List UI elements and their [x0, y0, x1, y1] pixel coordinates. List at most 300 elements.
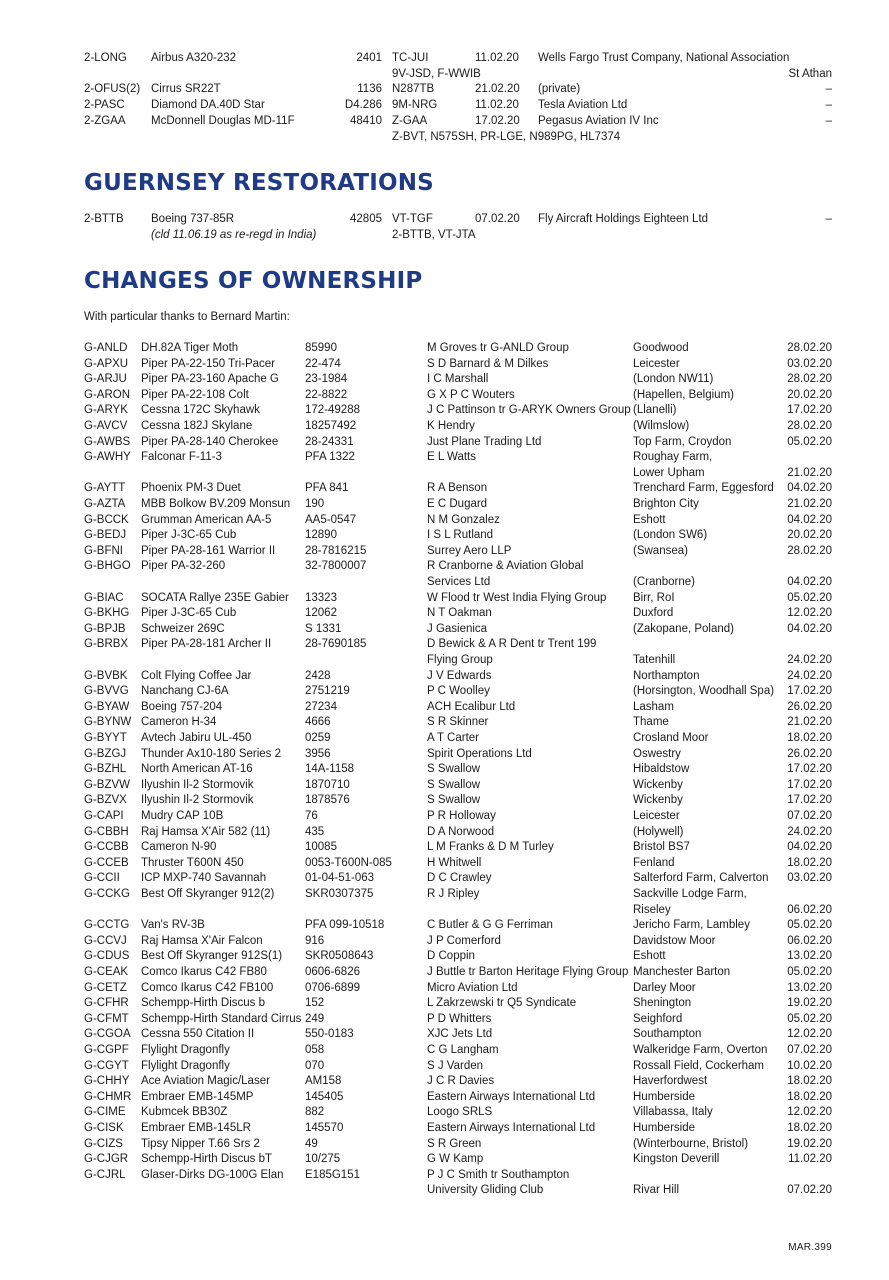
aircraft-type: Kubmcek BB30Z: [141, 1106, 228, 1119]
aircraft-type: Piper PA-23-160 Apache G: [141, 373, 279, 386]
reg-mark: G-BYAW: [84, 700, 130, 713]
owner-name: C Butler & G G Ferriman: [427, 919, 553, 932]
aircraft-type: Piper PA-22-150 Tri-Pacer: [141, 357, 276, 370]
change-date: 07.02.20: [787, 1184, 832, 1197]
owner-name: (private): [538, 83, 581, 95]
owner-name: J Gasienica: [427, 622, 488, 635]
reg-mark: G-ARON: [84, 388, 130, 401]
aircraft-type: Best Off Skyranger 912(2): [141, 888, 275, 900]
aircraft-type: Piper PA-22-108 Colt: [141, 388, 249, 401]
owner-name: E C Dugard: [427, 498, 488, 510]
owner-location-cont: Lower Upham: [633, 466, 705, 479]
owner-location: Salterford Farm, Calverton: [633, 872, 769, 885]
constructor-number: D4.286: [344, 99, 382, 111]
aircraft-type: Nanchang CJ-6A: [141, 685, 229, 698]
reg-mark: G-BVVG: [84, 685, 129, 698]
owner-location: Davidstow Moor: [633, 934, 716, 947]
owner-name: ACH Ecalibur Ltd: [427, 700, 516, 713]
reg-mark: G-CCEB: [84, 856, 129, 869]
aircraft-type: Schempp-Hirth Discus bT: [141, 1153, 273, 1166]
owner-name: Just Plane Trading Ltd: [427, 435, 542, 448]
change-date: 19.02.20: [787, 997, 832, 1010]
reg-mark: 2-LONG: [84, 52, 127, 64]
aircraft-type: Avtech Jabiru UL-450: [141, 732, 252, 744]
owner-location: Bristol BS7: [633, 841, 690, 854]
owner-name: J P Comerford: [427, 934, 501, 947]
constructor-number: 145405: [305, 1090, 344, 1103]
section-heading-changes: CHANGES OF OWNERSHIP: [84, 268, 423, 294]
owner-name: R J Ripley: [427, 888, 480, 900]
owner-location: Seighford: [633, 1012, 683, 1025]
reg-mark: G-CCII: [84, 872, 120, 885]
change-date: 19.02.20: [787, 1137, 832, 1150]
owner-name: L Zakrzewski tr Q5 Syndicate: [427, 997, 577, 1010]
reg-mark: G-CETZ: [84, 981, 127, 994]
constructor-number: SKR0508643: [305, 950, 374, 963]
owner-name: S R Green: [427, 1137, 482, 1150]
reg-mark: G-BIAC: [84, 591, 124, 604]
aircraft-type: Boeing 737-85R: [151, 213, 235, 225]
owner-location: Leicester: [633, 810, 680, 822]
owner-name: A T Carter: [427, 732, 479, 744]
aircraft-type: Ace Aviation Magic/Laser: [141, 1075, 270, 1088]
owner-location: (Holywell): [633, 825, 684, 838]
aircraft-type: Cameron N-90: [141, 841, 217, 854]
aircraft-type: Cameron H-34: [141, 716, 217, 729]
change-date: 20.02.20: [787, 388, 832, 401]
reg-mark: G-BPJB: [84, 622, 126, 635]
constructor-number: 12062: [305, 607, 337, 620]
change-date: 04.02.20: [787, 575, 832, 588]
constructor-number: 2751219: [305, 685, 350, 698]
reg-mark: G-CDUS: [84, 950, 130, 963]
aircraft-type: Mudry CAP 10B: [141, 810, 224, 822]
change-date: 04.02.20: [787, 513, 832, 526]
change-date: 12.02.20: [787, 1028, 832, 1041]
aircraft-type: Piper J-3C-65 Cub: [141, 529, 237, 542]
change-date: 18.02.20: [787, 1090, 832, 1103]
aircraft-type: Tipsy Nipper T.66 Srs 2: [141, 1137, 260, 1150]
change-date: 11.02.20: [788, 1153, 832, 1166]
reg-mark: G-BZHL: [84, 763, 127, 776]
constructor-number: 18257492: [305, 420, 357, 432]
owner-location: (London NW11): [633, 373, 714, 386]
constructor-number: 23-1984: [305, 373, 348, 386]
reg-mark: G-BVBK: [84, 669, 128, 682]
reg-mark: G-BEDJ: [84, 529, 127, 542]
change-date: 04.02.20: [787, 482, 832, 495]
owner-location: Haverfordwest: [633, 1075, 708, 1088]
aircraft-type: Cessna 550 Citation II: [141, 1028, 255, 1041]
change-date: 28.02.20: [787, 420, 832, 432]
reg-mark: G-CCVJ: [84, 934, 127, 947]
owner-location: Lasham: [633, 700, 674, 713]
change-date: 20.02.20: [787, 529, 832, 542]
constructor-number: 2401: [356, 52, 382, 64]
change-date: 06.02.20: [787, 903, 832, 916]
registration-date: 11.02.20: [475, 52, 519, 64]
change-date: 12.02.20: [787, 607, 832, 620]
owner-location: (London SW6): [633, 529, 708, 542]
owner-location: Goodwood: [633, 342, 689, 354]
change-date: 26.02.20: [787, 700, 832, 713]
constructor-number: 1870710: [305, 778, 350, 791]
base-location: –: [825, 213, 832, 225]
owner-name: M Groves tr G-ANLD Group: [427, 342, 569, 354]
owner-location-cont: Riseley: [633, 903, 671, 916]
change-date: 05.02.20: [787, 591, 832, 604]
previous-identities: Z-BVT, N575SH, PR-LGE, N989PG, HL7374: [392, 131, 621, 143]
change-date: 28.02.20: [787, 342, 832, 354]
aircraft-type: McDonnell Douglas MD-11F: [151, 115, 295, 127]
reg-mark: G-CFMT: [84, 1012, 129, 1025]
reg-mark: G-BHGO: [84, 560, 131, 573]
owner-name: J C Pattinson tr G-ARYK Owners Group: [427, 404, 631, 417]
reg-mark: G-CGOA: [84, 1028, 131, 1041]
owner-location: Roughay Farm,: [633, 451, 713, 464]
registration-date: 21.02.20: [475, 83, 520, 95]
owner-location: Leicester: [633, 357, 680, 370]
owner-name: Eastern Airways International Ltd: [427, 1090, 596, 1103]
owner-name-cont: Services Ltd: [427, 575, 491, 588]
reg-mark: G-CJGR: [84, 1153, 129, 1166]
change-date: 10.02.20: [787, 1059, 832, 1072]
owner-name: N T Oakman: [427, 607, 492, 620]
owner-location: Humberside: [633, 1090, 695, 1103]
reg-mark: G-ARJU: [84, 373, 127, 386]
reg-mark: G-AWHY: [84, 451, 131, 464]
change-date: 28.02.20: [787, 544, 832, 557]
owner-name: S R Skinner: [427, 716, 489, 729]
registration-date: 07.02.20: [475, 213, 520, 225]
constructor-number: 0053-T600N-085: [305, 856, 392, 869]
change-date: 05.02.20: [787, 435, 832, 448]
owner-location: Jericho Farm, Lambley: [633, 919, 750, 932]
owner-location: (Llanelli): [633, 404, 677, 417]
previous-identity: 9M-NRG: [392, 99, 438, 111]
aircraft-type: Raj Hamsa X'Air Falcon: [141, 934, 263, 947]
owner-location: Villabassa, Italy: [633, 1106, 713, 1119]
owner-location: Thame: [633, 716, 669, 729]
base-location: –: [825, 83, 832, 95]
aircraft-type: Boeing 757-204: [141, 700, 223, 713]
aircraft-type: Schempp-Hirth Standard Cirrus: [141, 1012, 302, 1025]
aircraft-type: Diamond DA.40D Star: [151, 99, 265, 111]
owner-name: S D Barnard & M Dilkes: [427, 357, 549, 370]
constructor-number: AA5-0547: [305, 513, 357, 526]
owner-name: Pegasus Aviation IV Inc: [538, 115, 659, 127]
owner-name: J V Edwards: [427, 669, 492, 682]
aircraft-type: Piper PA-32-260: [141, 560, 226, 573]
owner-location: (Winterbourne, Bristol): [633, 1137, 749, 1150]
constructor-number: 28-24331: [305, 435, 354, 448]
reg-mark: G-CCTG: [84, 919, 130, 932]
page-footer: MAR.399: [788, 1242, 832, 1253]
owner-location: (Wilmslow): [633, 420, 690, 432]
constructor-number: 76: [305, 810, 318, 822]
reg-mark: G-CHHY: [84, 1075, 130, 1088]
owner-name: J C R Davies: [427, 1075, 495, 1088]
constructor-number: 0706-6899: [305, 981, 360, 994]
change-date: 05.02.20: [787, 919, 832, 932]
owner-name: D C Crawley: [427, 872, 492, 885]
base-location: –: [825, 115, 832, 127]
owner-name: S Swallow: [427, 778, 481, 791]
owner-name: E L Watts: [427, 451, 476, 464]
owner-name: XJC Jets Ltd: [427, 1028, 493, 1041]
constructor-number: PFA 841: [305, 482, 349, 495]
constructor-number: 01-04-51-063: [305, 872, 375, 885]
owner-name: I S L Rutland: [427, 529, 494, 542]
change-date: 18.02.20: [787, 732, 832, 744]
reg-mark: G-ARYK: [84, 404, 128, 417]
reg-mark: G-AVCV: [84, 420, 128, 432]
owner-location: Humberside: [633, 1122, 695, 1134]
reg-mark: G-BKHG: [84, 607, 130, 620]
change-date: 24.02.20: [787, 825, 832, 838]
change-date: 13.02.20: [787, 950, 832, 963]
owner-name: L M Franks & D M Turley: [427, 841, 554, 854]
owner-location: Crosland Moor: [633, 732, 709, 744]
aircraft-type: Glaser-Dirks DG-100G Elan: [141, 1168, 284, 1181]
reg-mark: 2-BTTB: [84, 213, 124, 225]
constructor-number: 22-474: [305, 357, 341, 370]
owner-name: J Buttle tr Barton Heritage Flying Group: [427, 966, 629, 978]
owner-location: Duxford: [633, 607, 674, 620]
aircraft-type: Piper PA-28-161 Warrior II: [141, 544, 276, 557]
reg-mark: G-AYTT: [84, 482, 126, 495]
reg-mark: G-CIZS: [84, 1137, 123, 1150]
owner-location: Northampton: [633, 669, 700, 682]
constructor-number: 0259: [305, 732, 331, 744]
reg-mark: G-AZTA: [84, 498, 126, 510]
previous-identity: TC-JUI: [392, 52, 429, 64]
constructor-number: 152: [305, 997, 325, 1010]
constructor-number: 145570: [305, 1122, 344, 1134]
previous-identities: 9V-JSD, F-WWIB: [392, 68, 481, 80]
constructor-number: 070: [305, 1059, 325, 1072]
constructor-number: 058: [305, 1044, 325, 1056]
aircraft-type: Colt Flying Coffee Jar: [141, 669, 252, 682]
owner-location: Rossall Field, Cockerham: [633, 1059, 765, 1072]
change-date: 13.02.20: [787, 981, 832, 994]
owner-location: Wickenby: [633, 778, 683, 791]
constructor-number: PFA 099-10518: [305, 919, 385, 932]
aircraft-type: Ilyushin Il-2 Stormovik: [141, 778, 254, 791]
change-date: 24.02.20: [787, 669, 832, 682]
reg-mark: G-BZGJ: [84, 747, 127, 760]
aircraft-type: ICP MXP-740 Savannah: [141, 872, 267, 885]
aircraft-type: Raj Hamsa X'Air 582 (11): [141, 825, 271, 838]
change-date: 06.02.20: [787, 934, 832, 947]
constructor-number: 28-7690185: [305, 638, 367, 651]
aircraft-type: Piper PA-28-181 Archer II: [141, 638, 272, 651]
previous-identity: Z-GAA: [392, 115, 428, 127]
change-date: 05.02.20: [787, 966, 832, 978]
owner-location: Wickenby: [633, 794, 683, 807]
change-date: 18.02.20: [787, 1122, 832, 1134]
aircraft-type: Cessna 182J Skylane: [141, 420, 253, 432]
owner-name: R A Benson: [427, 482, 488, 495]
aircraft-type: Thruster T600N 450: [141, 856, 244, 869]
reg-mark: G-BZVW: [84, 778, 130, 791]
reg-mark: 2-OFUS(2): [84, 83, 141, 95]
aircraft-type: Embraer EMB-145MP: [141, 1090, 254, 1103]
reg-mark: G-BYYT: [84, 732, 127, 744]
change-date: 07.02.20: [787, 810, 832, 822]
reg-mark: G-BRBX: [84, 638, 129, 651]
section-heading-guernsey: GUERNSEY RESTORATIONS: [84, 170, 434, 196]
reg-mark: G-CCKG: [84, 888, 130, 900]
aircraft-type: Cirrus SR22T: [151, 83, 221, 95]
owner-name: S Swallow: [427, 794, 481, 807]
constructor-number: 10/275: [305, 1153, 341, 1166]
owner-location: Walkeridge Farm, Overton: [633, 1044, 768, 1056]
owner-name: P J C Smith tr Southampton: [427, 1168, 570, 1181]
change-date: 21.02.20: [787, 466, 832, 479]
aircraft-type: Ilyushin Il-2 Stormovik: [141, 794, 254, 807]
base-location: –: [825, 99, 832, 111]
aircraft-type: Best Off Skyranger 912S(1): [141, 950, 283, 963]
reg-mark: G-CFHR: [84, 997, 129, 1010]
reg-mark: G-CGYT: [84, 1059, 129, 1072]
constructor-number: 4666: [305, 716, 331, 729]
owner-location: (Horsington, Woodhall Spa): [633, 685, 775, 698]
constructor-number: 550-0183: [305, 1028, 354, 1041]
owner-name: G X P C Wouters: [427, 388, 515, 401]
reg-mark: 2-ZGAA: [84, 115, 126, 127]
aircraft-type: Flylight Dragonfly: [141, 1044, 230, 1056]
reg-mark: G-CAPI: [84, 810, 124, 822]
constructor-number: 49: [305, 1137, 318, 1150]
aircraft-type: Embraer EMB-145LR: [141, 1122, 251, 1134]
reg-mark: G-CIME: [84, 1106, 126, 1119]
owner-name: Eastern Airways International Ltd: [427, 1122, 596, 1134]
intro-text: With particular thanks to Bernard Martin:: [84, 311, 290, 323]
owner-location: Darley Moor: [633, 981, 696, 994]
reg-mark: G-CGPF: [84, 1044, 129, 1056]
owner-name: R Cranborne & Aviation Global: [427, 560, 584, 573]
owner-location: Kingston Deverill: [633, 1153, 720, 1166]
constructor-number: 3956: [305, 747, 331, 760]
aircraft-type: Piper PA-28-140 Cherokee: [141, 435, 279, 448]
reg-mark: G-APXU: [84, 357, 129, 370]
constructor-number: 172-49288: [305, 404, 360, 417]
owner-location: (Hapellen, Belgium): [633, 388, 734, 401]
reg-mark: G-CHMR: [84, 1090, 132, 1103]
owner-location: Oswestry: [633, 747, 681, 760]
reg-mark: G-CISK: [84, 1122, 124, 1134]
change-date: 18.02.20: [787, 856, 832, 869]
owner-name: I C Marshall: [427, 373, 489, 386]
owner-name: W Flood tr West India Flying Group: [427, 591, 607, 604]
constructor-number: 190: [305, 498, 325, 510]
owner-location: (Zakopane, Poland): [633, 622, 735, 635]
constructor-number: PFA 1322: [305, 451, 355, 464]
change-date: 12.02.20: [787, 1106, 832, 1119]
reg-mark: G-ANLD: [84, 342, 128, 354]
owner-location: Fenland: [633, 856, 675, 869]
owner-name-cont: Flying Group: [427, 653, 493, 666]
reg-mark: G-CEAK: [84, 966, 129, 978]
aircraft-type: Comco Ikarus C42 FB100: [141, 981, 274, 994]
owner-location-cont: Rivar Hill: [633, 1184, 679, 1197]
change-date: 03.02.20: [787, 872, 832, 885]
change-date: 28.02.20: [787, 373, 832, 386]
aircraft-type: SOCATA Rallye 235E Gabier: [141, 591, 289, 604]
aircraft-type: Thunder Ax10-180 Series 2: [141, 747, 282, 760]
registration-note: (cld 11.06.19 as re-regd in India): [151, 229, 317, 241]
owner-name: D Bewick & A R Dent tr Trent 199: [427, 638, 597, 651]
reg-mark: G-BFNI: [84, 544, 123, 557]
constructor-number: 48410: [350, 115, 382, 127]
owner-name: Tesla Aviation Ltd: [538, 99, 628, 111]
owner-name: Fly Aircraft Holdings Eighteen Ltd: [538, 213, 709, 225]
constructor-number: 10085: [305, 841, 337, 854]
change-date: 17.02.20: [787, 763, 832, 776]
constructor-number: 32-7800007: [305, 560, 367, 573]
aircraft-type: Schweizer 269C: [141, 622, 225, 635]
change-date: 03.02.20: [787, 357, 832, 370]
change-date: 04.02.20: [787, 622, 832, 635]
owner-location: Eshott: [633, 513, 666, 526]
reg-mark: G-CJRL: [84, 1168, 126, 1181]
constructor-number: 1136: [357, 83, 382, 95]
owner-location: Shenington: [633, 997, 692, 1010]
aircraft-type: Grumman American AA-5: [141, 513, 272, 526]
owner-name: P R Holloway: [427, 810, 496, 822]
owner-name: Spirit Operations Ltd: [427, 747, 532, 760]
change-date: 17.02.20: [787, 778, 832, 791]
reg-mark: G-CCBB: [84, 841, 129, 854]
owner-location: Sackville Lodge Farm,: [633, 888, 747, 900]
owner-name: Wells Fargo Trust Company, National Association: [538, 52, 790, 64]
constructor-number: 1878576: [305, 794, 350, 807]
constructor-number: 882: [305, 1106, 325, 1119]
previous-identity: VT-TGF: [392, 213, 433, 225]
aircraft-type: Flylight Dragonfly: [141, 1059, 230, 1072]
owner-location: Trenchard Farm, Eggesford: [633, 482, 774, 495]
change-date: 18.02.20: [787, 1075, 832, 1088]
aircraft-type: MBB Bolkow BV.209 Monsun: [141, 498, 291, 510]
change-date: 05.02.20: [787, 1012, 832, 1025]
aircraft-type: Van's RV-3B: [141, 919, 205, 932]
owner-name: S J Varden: [427, 1059, 484, 1072]
registration-date: 17.02.20: [475, 115, 520, 127]
aircraft-type: Phoenix PM-3 Duet: [141, 482, 241, 495]
owner-name-cont: University Gliding Club: [427, 1184, 544, 1197]
owner-name: Loogo SRLS: [427, 1106, 493, 1119]
owner-location: (Swansea): [633, 544, 688, 557]
constructor-number: SKR0307375: [305, 888, 374, 900]
aircraft-type: Comco Ikarus C42 FB80: [141, 966, 267, 978]
owner-name: Surrey Aero LLP: [427, 544, 512, 557]
base-location: St Athan: [788, 68, 832, 80]
constructor-number: 13323: [305, 591, 337, 604]
previous-identity: N287TB: [392, 83, 435, 95]
constructor-number: E185G151: [305, 1168, 360, 1181]
aircraft-type: Piper J-3C-65 Cub: [141, 607, 237, 620]
constructor-number: 12890: [305, 529, 337, 542]
reg-mark: G-BYNW: [84, 716, 132, 729]
change-date: 26.02.20: [787, 747, 832, 760]
previous-identities: 2-BTTB, VT-JTA: [392, 229, 476, 241]
constructor-number: 28-7816215: [305, 544, 367, 557]
owner-location: Top Farm, Croydon: [633, 435, 732, 448]
change-date: 17.02.20: [787, 404, 832, 417]
owner-location: Manchester Barton: [633, 966, 731, 978]
aircraft-type: Falconar F-11-3: [141, 451, 222, 464]
